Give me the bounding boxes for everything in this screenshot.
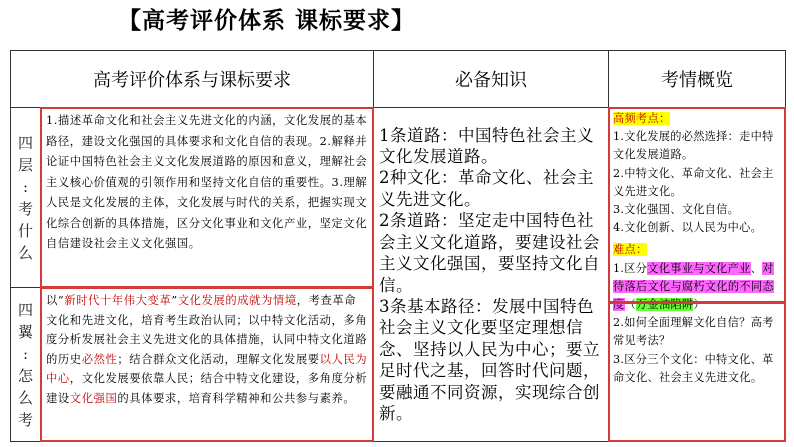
overview-item: 3.文化强国、文化自信。: [613, 203, 740, 217]
side-char: 考: [17, 410, 33, 429]
overview-item: 2.中特文化、革命文化、社会主义先进文化。: [613, 166, 774, 198]
page-title: 【高考评价体系 课标要求】: [118, 8, 416, 34]
knowledge-cell: [373, 107, 609, 442]
highlight-red: 文化发展的成就为情境: [177, 294, 297, 307]
knowledge-item: 2条道路：坚定走中国特色社会主义文化道路，要建设社会主义文化强国，要坚持文化自信。: [379, 211, 600, 295]
side-char: 层: [17, 155, 33, 174]
text-segment: ；结合群众文化活动，理解文化发展要: [117, 352, 320, 366]
highlight-red: 文化强国: [69, 391, 118, 405]
text-segment: ，考查革命文化和先进文化，培育考生政治认同；以中特文化活动，多角度分析发展社会主义先进文化的具体措施，认同中特文化道路的历史: [46, 294, 368, 366]
highlight-magenta: 对待落后文化与腐朽文化的不同态度: [613, 261, 774, 312]
difficulty-label: 难点：: [613, 243, 648, 257]
header-requirements: 高考评价体系与课标要求: [10, 50, 374, 108]
side-char: 翼: [17, 322, 33, 341]
knowledge-item: 2种文化：革命文化、社会主义先进文化。: [379, 168, 594, 209]
side-char: 么: [17, 388, 33, 407]
side-char: 么: [17, 243, 33, 262]
side-char: :: [22, 344, 29, 363]
highlight-red: 必然性: [81, 352, 118, 366]
header-overview: 考情概览: [608, 50, 786, 108]
text-segment: 的具体要求，培育科学精神和公共参与素养。: [117, 391, 356, 405]
highlight-red: 以人民为中心: [46, 352, 368, 386]
side-char: 考: [17, 199, 33, 218]
knowledge-item: 3条基本路径：发展中国特色社会主义文化要坚定理想信念、坚持以人民为中心；要立足时代之基，回答时代问题，要融通不同资源，实现综合创新。: [379, 296, 600, 423]
difficulty-item: [613, 260, 781, 315]
highlight-magenta: 文化事业与文化产业: [647, 261, 751, 275]
requirements-text: 1.描述革命文化和社会主义先进文化的内涵，文化发展的基本路径，建设文化强国的具体要求和文化自信的表现。2.解释并论证中国特色社会主义文化发展道路的原因和意义，理解社会主义核心价值观的引领作用和坚持文化自信的重要性。3.理解人民是文化发展的主体，文化发展与时代的关系，把握实现文化综合创新的具体措施，区分文化事业和文化产业，坚定文化自信建设社会主义文化强国。: [40, 107, 374, 288]
difficulty-item: 2.如何全面理解文化自信？高考常见考法？: [613, 316, 774, 348]
text-segment: 以“: [46, 294, 65, 307]
high-frequency-label: 高频考点：: [613, 112, 671, 125]
highlight-green: 万金油陷阱: [636, 298, 694, 312]
text-segment: 1.区分: [613, 261, 648, 275]
side-char: :: [22, 177, 29, 196]
header-knowledge: 必备知识: [373, 50, 609, 108]
highlight-red: 新时代十年伟大变革: [64, 294, 172, 307]
side-label-four-wings: [10, 287, 41, 442]
side-char: 四: [17, 300, 33, 319]
text-segment: ，文化发展要依靠人民；结合中特文化建设，多角度分析建设: [46, 372, 368, 405]
side-char: 什: [17, 221, 33, 240]
requirements-table: [10, 50, 786, 442]
text-segment: ”: [171, 294, 178, 307]
side-char: 怎: [17, 366, 33, 385]
side-label-four-layers: [10, 107, 41, 288]
exam-approach-text: [40, 287, 374, 442]
text-segment: 、: [750, 261, 763, 275]
text-segment: ）: [693, 298, 705, 312]
overview-item: 4.文化创新、以人民为中心。: [613, 221, 763, 235]
text-segment: （: [624, 298, 636, 312]
difficulty-item: 3.区分三个文化：中特文化、革命文化、社会主义先进文化。: [613, 352, 774, 384]
side-char: 四: [17, 133, 33, 152]
overview-item: 1.文化发展的必然选择：走中特文化发展道路。: [613, 130, 774, 162]
knowledge-item: 1条道路：中国特色社会主义文化发展道路。: [379, 125, 594, 167]
overview-cell: [608, 107, 786, 442]
